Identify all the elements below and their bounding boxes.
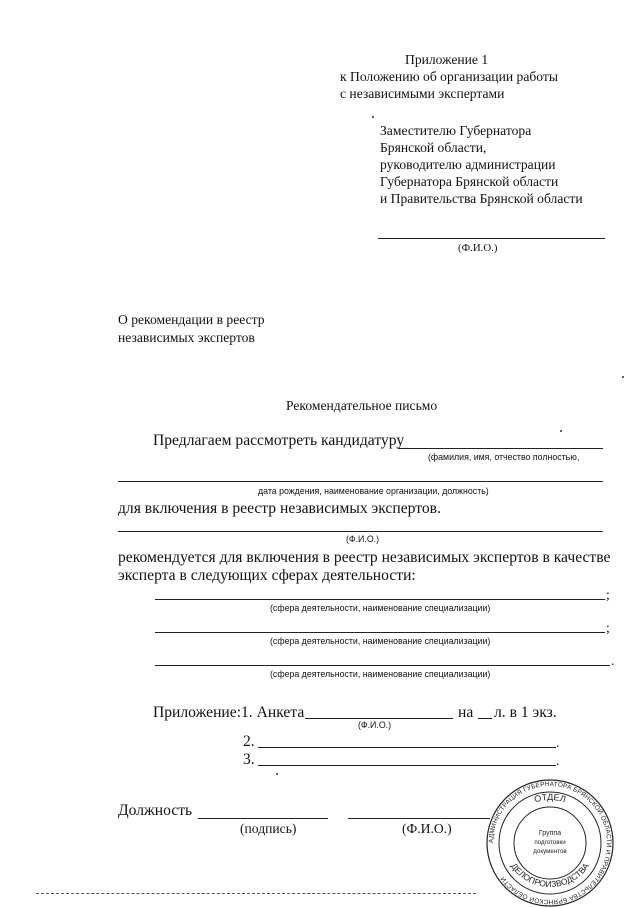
sphere-caption-3: (сфера деятельности, наименование специализации) [270, 669, 491, 679]
stamp-center-line3: документов [533, 848, 567, 855]
subject-line2: независимых экспертов [118, 330, 255, 345]
scan-speck [276, 773, 278, 775]
sphere-line-1 [155, 599, 605, 600]
caption-birth-org: дата рождения, наименование организации, должность) [258, 486, 489, 496]
stamp-outer-text: АДМИНИСТРАЦИЯ ГУБЕРНАТОРА БРЯНСКОЙ ОБЛАСТИ И ПРАВИТЕЛЬСТВА БРЯНСКОЙ ОБЛАСТИ [487, 780, 613, 906]
sphere-semicolon-1: ; [606, 587, 610, 602]
signature-fio-line [348, 818, 490, 819]
appendix-line3: с независимыми экспертами [340, 86, 505, 101]
stamp-center-line1: Группа [538, 830, 562, 837]
addressee-line1: Заместителю Губернатора [380, 123, 532, 138]
addressee-line3: руководителю администрации [380, 157, 556, 172]
scan-bottom-mark [36, 893, 476, 894]
signature-caption: (подпись) [240, 821, 297, 836]
subject-line1: О рекомендации в реестр [118, 312, 265, 327]
attachment-item1-caption: (Ф.И.О.) [358, 720, 392, 730]
sphere-line-3 [155, 665, 610, 666]
attachment-item2-period: . [556, 735, 560, 750]
appendix-line2: к Положению об организации работы [340, 69, 558, 84]
for-inclusion-text: для включения в реестр независимых экспертов. [118, 500, 441, 517]
recommender-line [118, 531, 603, 532]
letter-title: Рекомендательное письмо [286, 398, 438, 413]
scan-speck [372, 116, 374, 118]
addressee-line4: Губернатора Брянской области [380, 174, 559, 189]
sphere-period-3: . [611, 653, 615, 668]
attachment-item3-line [258, 765, 556, 766]
sphere-semicolon-2: ; [606, 620, 610, 635]
caption-fio: (Ф.И.О.) [346, 534, 380, 544]
signature-fio-caption: (Ф.И.О.) [402, 821, 452, 836]
attachment-item1-fio-line [305, 718, 453, 719]
stamp-middle-top: ОТДЕЛ [533, 791, 567, 805]
signature-position: Должность [118, 802, 193, 819]
recommended-line2: эксперта в следующих сферах деятельности: [118, 567, 416, 584]
organization-stamp [485, 778, 615, 908]
addressee-line5: и Правительства Брянской области [380, 191, 583, 206]
sphere-caption-1: (сфера деятельности, наименование специализации) [270, 603, 491, 613]
propose-text: Предлагаем рассмотреть кандидатуру [153, 432, 405, 449]
signature-line [198, 818, 328, 819]
attachment-item1: 1. Анкета [241, 704, 305, 721]
caption-fio-full: (фамилия, имя, отчество полностью, [428, 452, 580, 462]
scan-speck [622, 376, 624, 378]
appendix-title: Приложение 1 [405, 52, 489, 67]
stamp-center-line2: подготовки [534, 839, 566, 846]
recommended-line1: рекомендуется для включения в реестр независимых экспертов в качестве [118, 549, 611, 566]
attachment-item1-na: на [458, 704, 474, 721]
svg-text:ОТДЕЛ [533, 792, 567, 804]
addressee-line2: Брянской области, [380, 140, 487, 155]
addressee-fio-line [378, 238, 605, 239]
attachment-item1-sheets-line [478, 718, 492, 719]
attachment-item2: 2. [243, 733, 255, 750]
attachment-item3: 3. [243, 751, 255, 768]
sphere-caption-2: (сфера деятельности, наименование специализации) [270, 636, 491, 646]
candidate-details-line [118, 481, 603, 482]
attachment-item3-period: . [556, 753, 560, 768]
scan-speck [560, 430, 562, 432]
attachments-label: Приложение: [153, 704, 242, 721]
addressee-fio-caption: (Ф.И.О.) [458, 242, 498, 254]
candidate-name-line [398, 448, 603, 449]
attachment-item1-suffix: л. в 1 экз. [494, 704, 557, 721]
attachment-item2-line [258, 747, 556, 748]
stamp-middle-bottom: ДЕЛОПРОИЗВОДСТВА [509, 861, 591, 890]
sphere-line-2 [155, 632, 605, 633]
